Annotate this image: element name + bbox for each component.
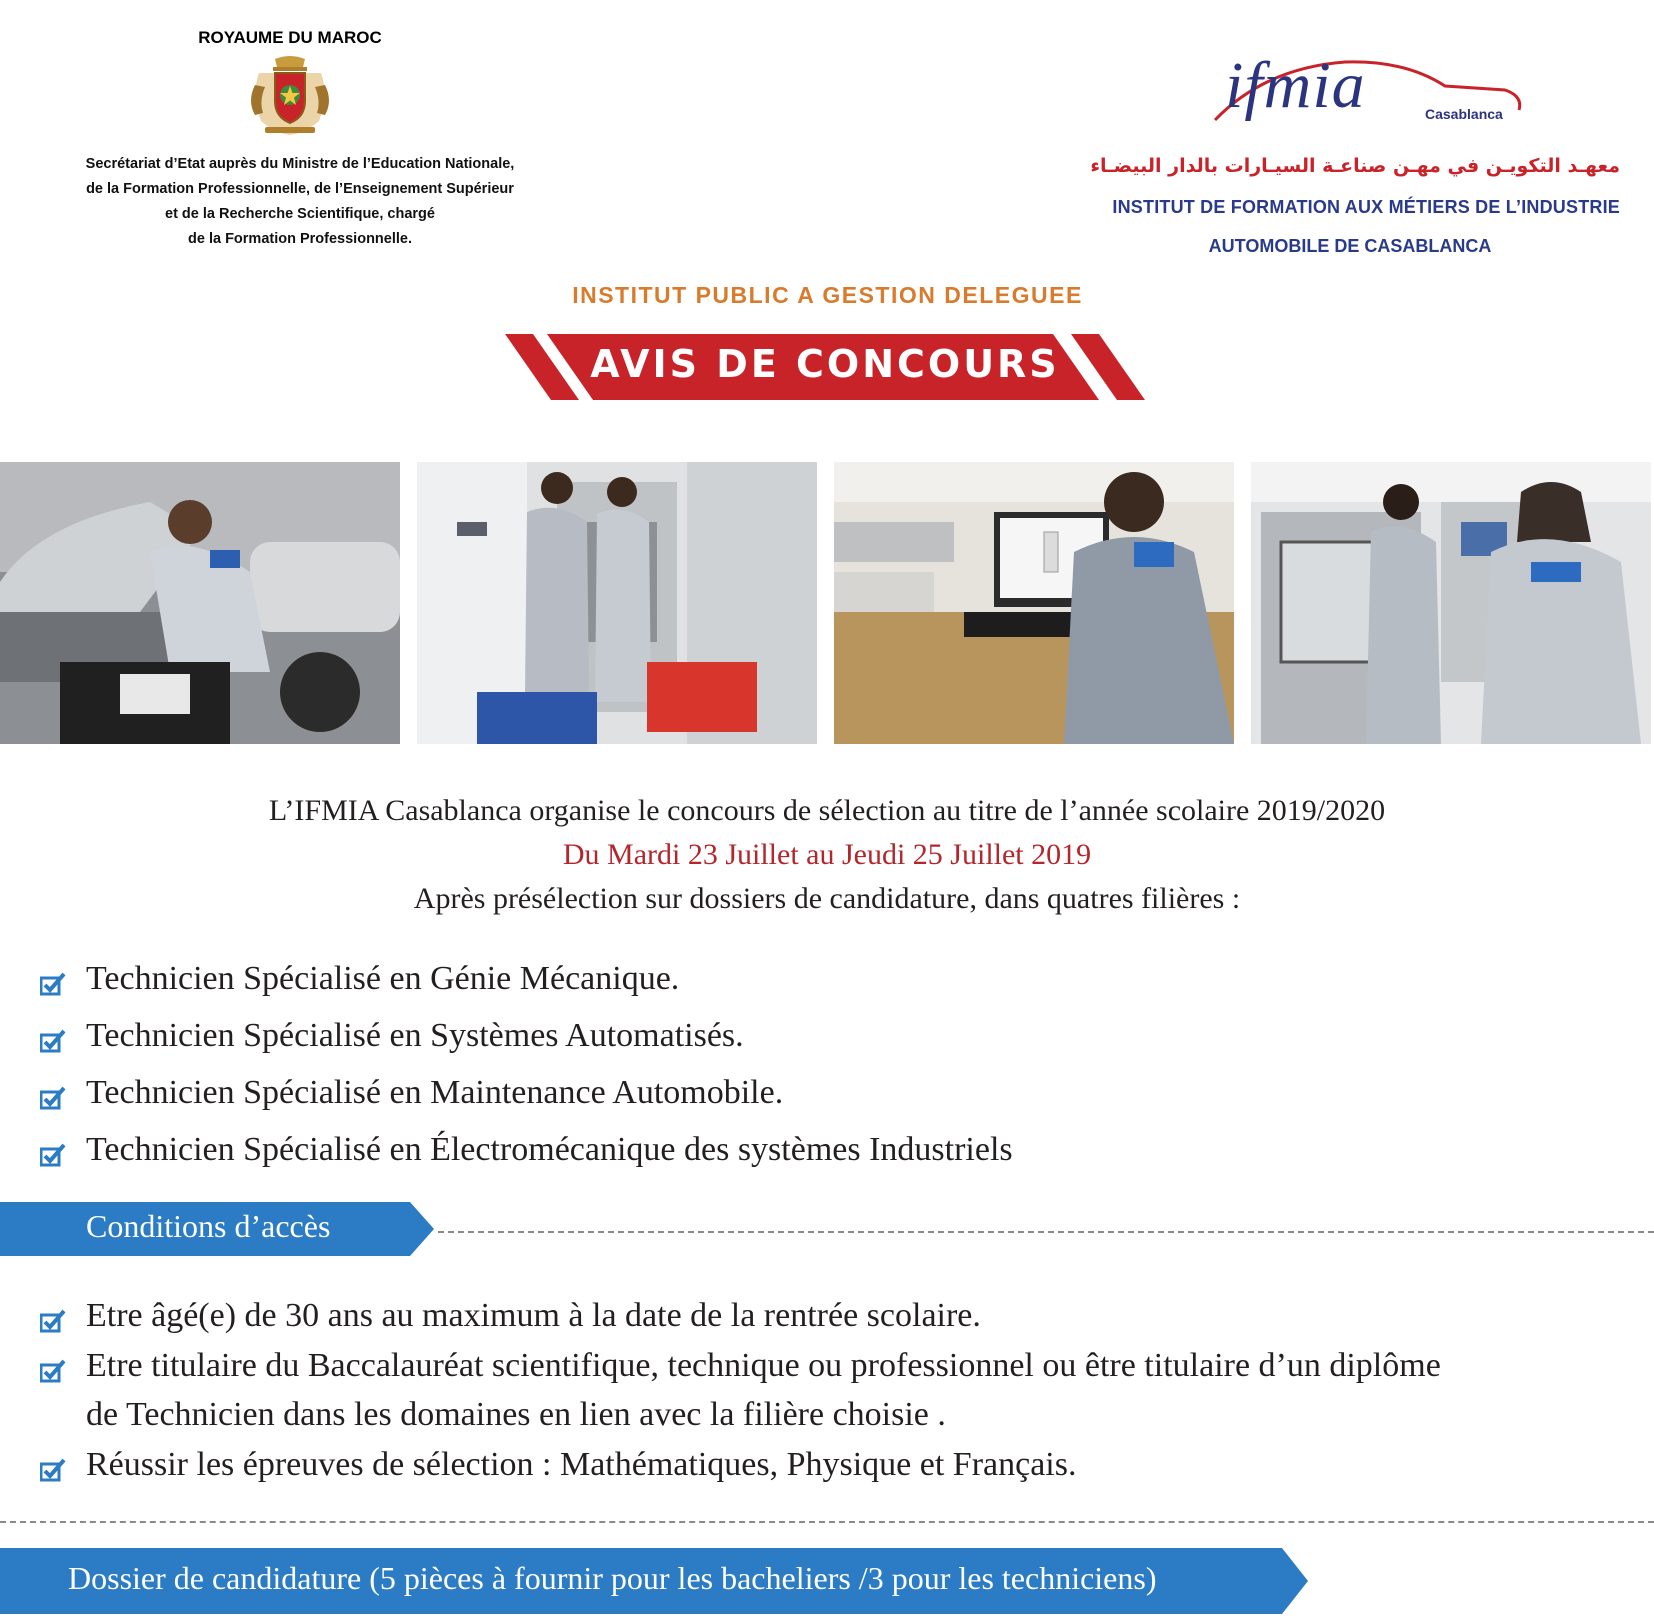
filiere-label: Technicien Spécialisé en Électromécanique des systèmes Industriels — [86, 1131, 1013, 1168]
filiere-label: Technicien Spécialisé en Génie Mécanique. — [86, 960, 680, 997]
institute-arabic-name: معهـد التكويـن في مهـن صناعـة السيـارات بالدار البيضـاء — [1090, 155, 1620, 177]
ministry-line: Secrétariat d’Etat auprès du Ministre de l’Education Nationale, — [85, 156, 515, 172]
list-item — [40, 960, 679, 998]
avis-banner — [505, 334, 1145, 400]
condition-label: Etre titulaire du Baccalauréat scientifique, technique ou professionnel ou être titulaire d’un diplôme — [86, 1347, 1441, 1384]
ministry-line: de la Formation Professionnelle, de l’Enseignement Supérieur — [86, 181, 514, 197]
condition-label: de Technicien dans les domaines en lien avec la filière choisie . — [86, 1396, 946, 1433]
ministry-line: et de la Recherche Scientifique, chargé — [165, 206, 435, 222]
contest-dates: Du Mardi 23 Juillet au Jeudi 25 Juillet 2019 — [562, 838, 1092, 871]
checkbox-icon — [40, 1086, 66, 1110]
logo-word: ifmia — [1225, 49, 1366, 122]
institute-name-line1: INSTITUT DE FORMATION AUX MÉTIERS DE L’INDUSTRIE — [1112, 197, 1620, 217]
filiere-label: Technicien Spécialisé en Systèmes Automatisés. — [86, 1017, 744, 1054]
filiere-label: Technicien Spécialisé en Maintenance Automobile. — [86, 1074, 784, 1111]
checkbox-icon — [40, 1143, 66, 1167]
kingdom-title: ROYAUME DU MAROC — [198, 28, 382, 47]
preselection-text: Après présélection sur dossiers de candidature, dans quatres filières : — [413, 882, 1241, 915]
list-item — [40, 1297, 981, 1335]
checkbox-icon — [40, 1309, 66, 1333]
photo-cnc-machine — [1251, 462, 1651, 744]
photo-electrical-cabinet — [417, 462, 817, 744]
ministry-line: de la Formation Professionnelle. — [188, 231, 412, 247]
checkbox-icon — [40, 1458, 66, 1482]
checkbox-icon — [40, 1029, 66, 1053]
ministry-text — [20, 152, 580, 252]
logo-city: Casablanca — [1425, 106, 1503, 122]
checkbox-icon — [40, 1359, 66, 1383]
photo-mechanic — [0, 462, 400, 744]
divider — [0, 1521, 1654, 1523]
conditions-title: Conditions d’accès — [86, 1208, 331, 1244]
public-institute-subtitle: INSTITUT PUBLIC A GESTION DELEGUEE — [572, 282, 1083, 308]
divider — [438, 1231, 1654, 1233]
photo-computer-lab — [834, 462, 1234, 744]
list-item — [40, 1446, 1076, 1484]
condition-label: Réussir les épreuves de sélection : Mathématiques, Physique et Français. — [86, 1446, 1077, 1483]
condition-label: Etre âgé(e) de 30 ans au maximum à la date de la rentrée scolaire. — [86, 1297, 981, 1334]
list-item-continuation — [86, 1396, 946, 1434]
list-item — [40, 1017, 744, 1055]
intro-text: L’IFMIA Casablanca organise le concours de sélection au titre de l’année scolaire 2019/2020 — [268, 794, 1386, 827]
checkbox-icon — [40, 972, 66, 996]
ifmia-logo — [1205, 40, 1535, 150]
dossier-title: Dossier de candidature (5 pièces à fournir pour les bacheliers /3 pour les techniciens) — [68, 1560, 1157, 1596]
banner-title: AVIS DE CONCOURS — [590, 342, 1060, 386]
list-item — [40, 1347, 1441, 1385]
institute-name-line2: AUTOMOBILE DE CASABLANCA — [1208, 236, 1492, 256]
list-item — [40, 1074, 783, 1112]
coat-of-arms-icon — [245, 55, 335, 137]
list-item — [40, 1131, 1013, 1169]
